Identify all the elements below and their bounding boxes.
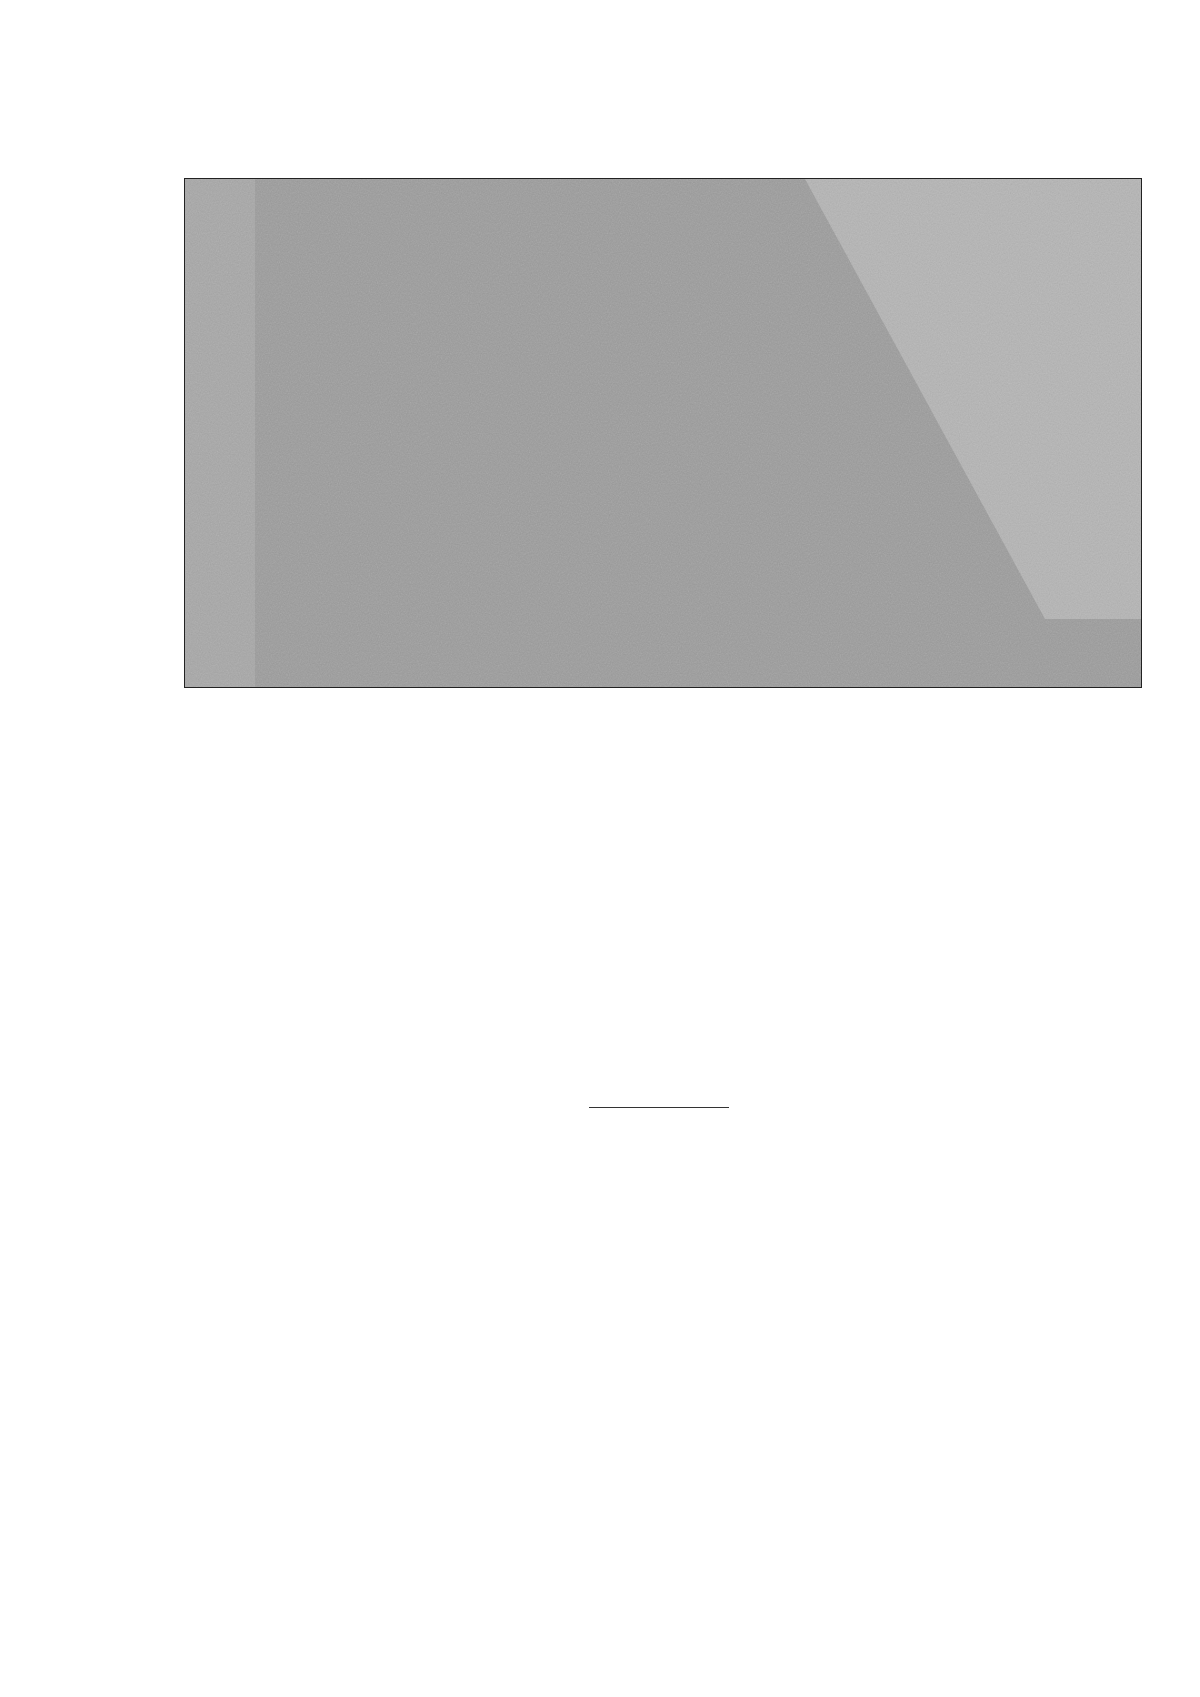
end-rule: [589, 1107, 729, 1108]
cadastral-map: [185, 179, 1142, 688]
map-frame: [184, 178, 1142, 688]
